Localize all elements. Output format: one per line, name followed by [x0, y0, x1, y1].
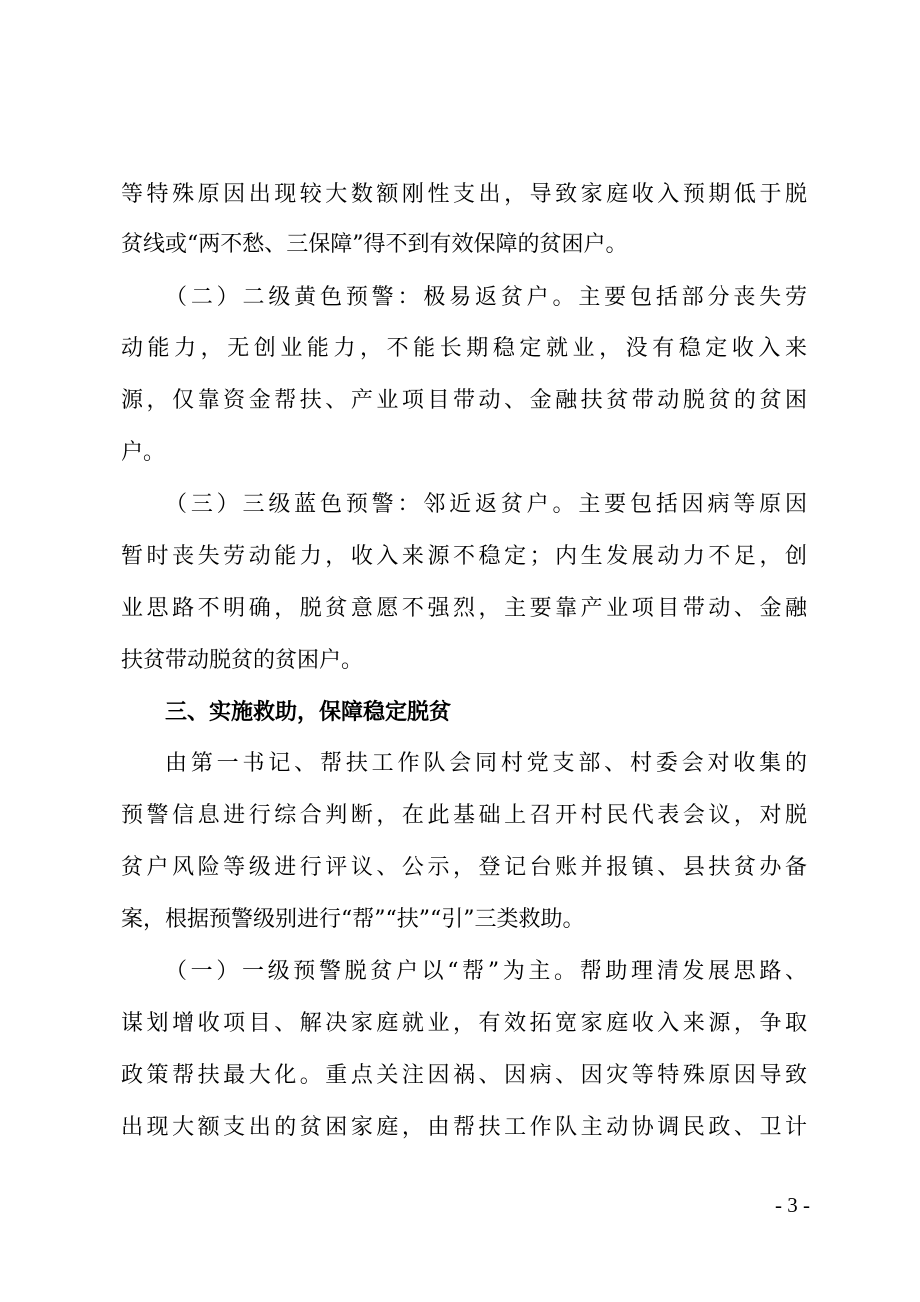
paragraph-line: 贫线或“两不愁、三保障”得不到有效保障的贫困户。	[121, 232, 628, 257]
paragraph-line: 业思路不明确，脱贫意愿不强烈，主要靠产业项目带动、金融	[121, 596, 807, 621]
paragraph-line: （三）三级蓝色预警：邻近返贫户。主要包括因病等原因	[165, 492, 807, 517]
paragraph-line: 扶贫带动脱贫的贫困户。	[121, 648, 364, 673]
paragraph-line: 等特殊原因出现较大数额刚性支出，导致家庭收入预期低于脱	[121, 182, 807, 207]
section-heading: 三、实施救助，保障稳定脱贫	[165, 699, 452, 725]
paragraph-line: 动能力，无创业能力，不能长期稳定就业，没有稳定收入来	[121, 336, 807, 361]
paragraph-line: （一）一级预警脱贫户以“帮”为主。帮助理清发展思路、	[165, 959, 807, 984]
paragraph-line: 源，仅靠资金帮扶、产业项目带动、金融扶贫带动脱贫的贫困	[121, 388, 807, 413]
paragraph-line: 贫户风险等级进行评议、公示，登记台账并报镇、县扶贫办备	[121, 855, 807, 880]
paragraph-line: 暂时丧失劳动能力，收入来源不稳定；内生发展动力不足，创	[121, 544, 807, 569]
paragraph-line: 预警信息进行综合判断，在此基础上召开村民代表会议，对脱	[121, 803, 807, 828]
paragraph-line: 出现大额支出的贫困家庭，由帮扶工作队主动协调民政、卫计	[121, 1115, 807, 1140]
paragraph-line: 谋划增收项目、解决家庭就业，有效拓宽家庭收入来源，争取	[121, 1011, 807, 1036]
paragraph-line: 户。	[121, 440, 166, 465]
page-number: - 3 -	[775, 1193, 810, 1217]
paragraph-line: 由第一书记、帮扶工作队会同村党支部、村委会对收集的	[165, 751, 807, 776]
paragraph-line: （二）二级黄色预警：极易返贫户。主要包括部分丧失劳	[165, 285, 807, 310]
paragraph-line: 案，根据预警级别进行“帮”“扶”“引”三类救助。	[121, 907, 585, 932]
paragraph-line: 政策帮扶最大化。重点关注因祸、因病、因灾等特殊原因导致	[121, 1063, 807, 1088]
